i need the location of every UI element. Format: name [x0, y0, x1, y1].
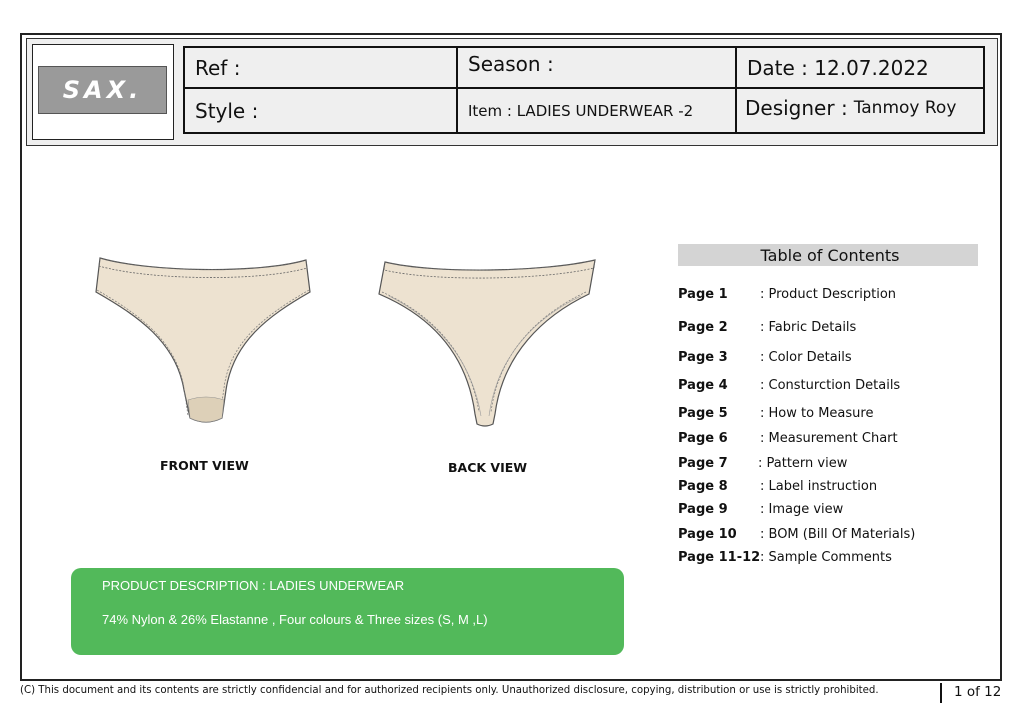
- season-label: Season :: [468, 51, 554, 76]
- toc-section-label: : How to Measure: [760, 406, 874, 421]
- toc-section-label: : Consturction Details: [760, 378, 901, 393]
- toc-page-number: Page 11-12: [678, 550, 761, 565]
- toc-section-label: : BOM (Bill Of Materials): [760, 527, 916, 542]
- item-label: Item : LADIES UNDERWEAR -2: [468, 101, 694, 120]
- toc-section-label: : Pattern view: [758, 456, 848, 471]
- item-field: [456, 87, 737, 134]
- designer-label: Designer :: [745, 95, 848, 120]
- toc-title: Table of Contents: [678, 244, 978, 266]
- brand-logo: SAX.: [38, 66, 167, 114]
- style-label: Style :: [195, 98, 259, 123]
- product-description-title: PRODUCT DESCRIPTION : LADIES UNDERWEAR: [102, 578, 405, 593]
- toc-page-number: Page 5: [678, 406, 728, 421]
- back-view-label: BACK VIEW: [448, 460, 528, 475]
- front-gusset: [188, 397, 224, 422]
- product-description-body: 74% Nylon & 26% Elastanne , Four colours & Three sizes (S, M ,L): [102, 612, 488, 627]
- toc-page-number: Page 7: [678, 456, 728, 471]
- toc-page-number: Page 3: [678, 350, 728, 365]
- confidentiality-notice: (C) This document and its contents are strictly confidencial and for authorized recipients only. Unauthorized disclosure, copying, distribution or use is strictly prohibited.: [20, 685, 879, 696]
- toc-section-label: : Image view: [760, 502, 844, 517]
- toc-section-label: : Color Details: [760, 350, 852, 365]
- front-view-label: FRONT VIEW: [160, 458, 249, 473]
- toc-section-label: : Sample Comments: [760, 550, 892, 565]
- toc-section-label: : Fabric Details: [760, 320, 857, 335]
- toc-section-label: : Label instruction: [760, 479, 878, 494]
- toc-page-number: Page 10: [678, 527, 737, 542]
- toc-page-number: Page 1: [678, 287, 728, 302]
- date-label: Date : 12.07.2022: [747, 55, 929, 80]
- style-field: [183, 87, 458, 134]
- toc-page-number: Page 8: [678, 479, 728, 494]
- toc-page-number: Page 9: [678, 502, 728, 517]
- page-number: 1 of 12: [954, 684, 1002, 700]
- toc-section-label: : Product Description: [760, 287, 897, 302]
- back-garment-body: [379, 260, 595, 426]
- front-view-drawing: [88, 250, 318, 430]
- ref-field: [183, 46, 458, 89]
- toc-page-number: Page 2: [678, 320, 728, 335]
- back-view-drawing: [375, 254, 605, 430]
- toc-page-number: Page 6: [678, 431, 728, 446]
- season-field: [456, 46, 737, 89]
- ref-label: Ref :: [195, 55, 241, 80]
- date-field: [735, 46, 985, 89]
- footer-divider: [940, 683, 942, 703]
- toc-page-number: Page 4: [678, 378, 728, 393]
- toc-section-label: : Measurement Chart: [760, 431, 898, 446]
- designer-field: [735, 87, 985, 134]
- designer-name: Tanmoy Roy: [853, 97, 957, 118]
- product-description-box: [71, 568, 624, 655]
